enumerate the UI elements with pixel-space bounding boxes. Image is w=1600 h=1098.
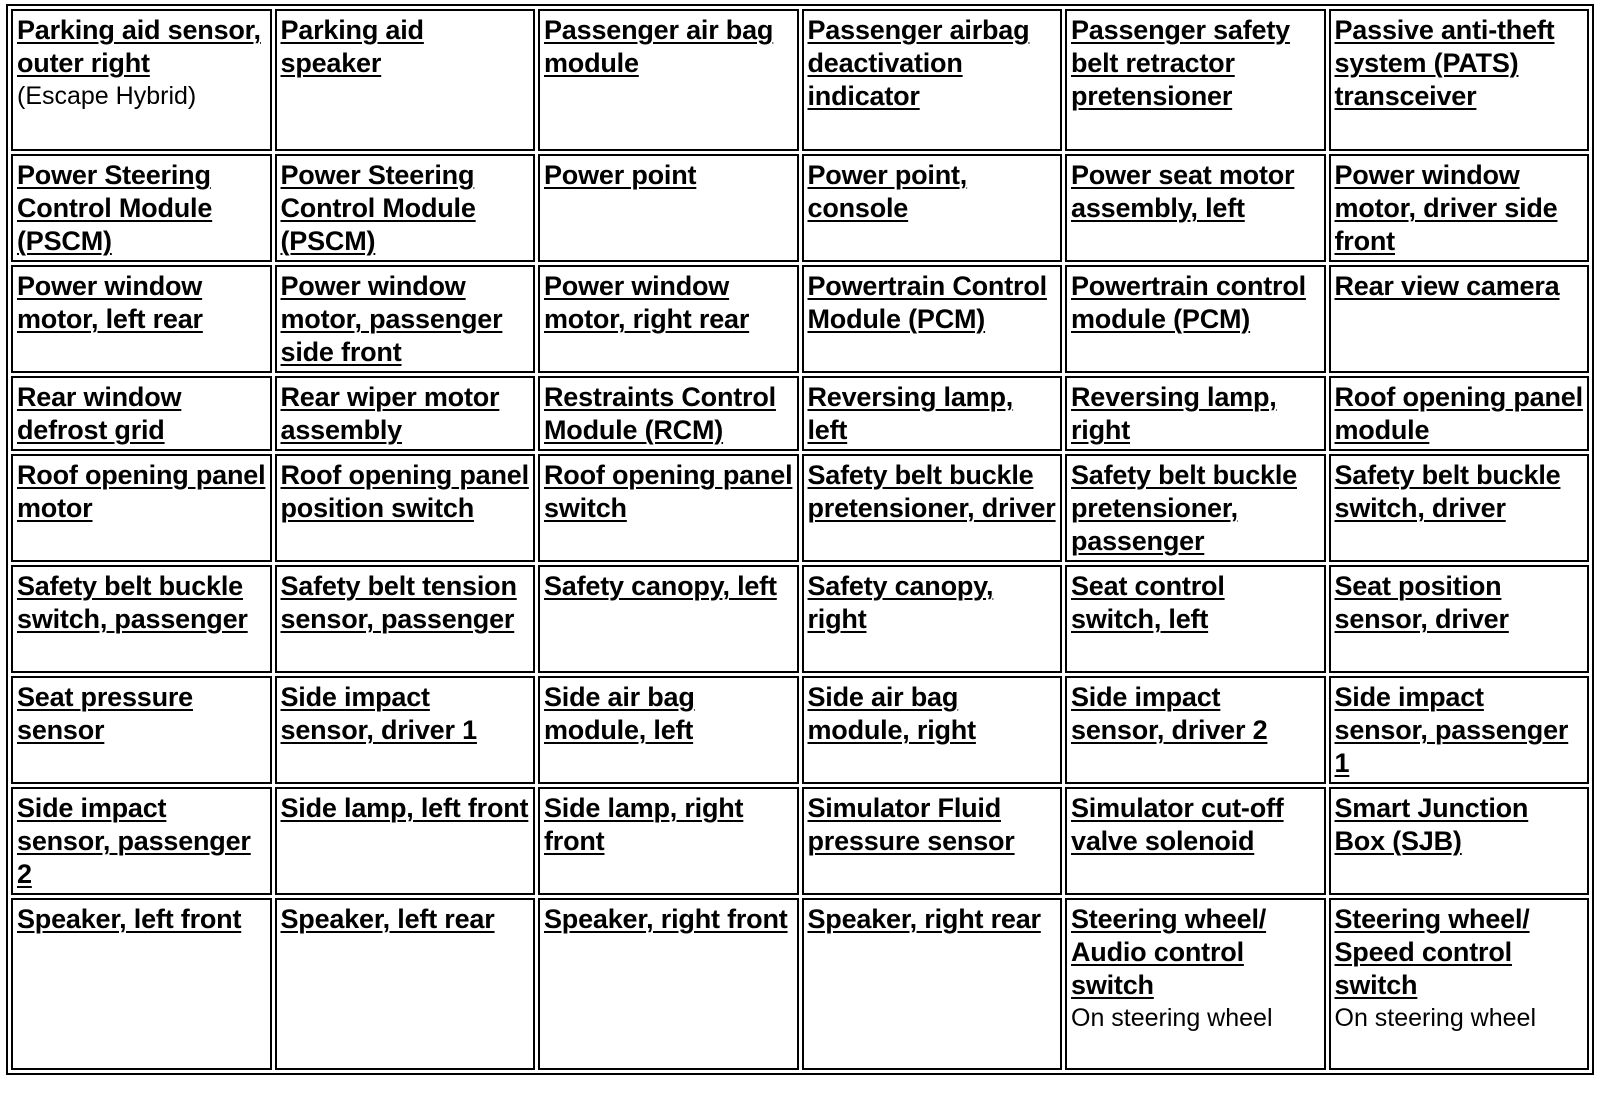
- component-link[interactable]: Parking aid speaker: [280, 15, 424, 78]
- component-link[interactable]: Side air bag module, right: [807, 682, 976, 745]
- table-cell: [802, 9, 1063, 151]
- table-cell: [11, 376, 272, 451]
- table-cell: [1065, 898, 1326, 1070]
- table-cell: [275, 154, 536, 262]
- component-link[interactable]: Speaker, right rear: [807, 904, 1041, 934]
- component-link[interactable]: Power seat motor assembly, left: [1071, 160, 1295, 223]
- component-link[interactable]: Side impact sensor, passenger 2: [17, 793, 251, 889]
- table-cell: [1065, 9, 1326, 151]
- component-location-note: On steering wheel: [1334, 1004, 1537, 1032]
- table-cell: [802, 898, 1063, 1070]
- component-link[interactable]: Rear window defrost grid: [17, 382, 182, 445]
- component-link[interactable]: Side lamp, right front: [544, 793, 744, 856]
- component-link[interactable]: Rear wiper motor assembly: [280, 382, 500, 445]
- component-link[interactable]: Safety belt buckle pretensioner, driver: [807, 460, 1056, 523]
- table-cell: [11, 9, 272, 151]
- table-cell: [538, 454, 799, 562]
- component-location-note: On steering wheel: [1071, 1004, 1273, 1032]
- table-row: [11, 898, 1589, 1070]
- table-cell: [11, 898, 272, 1070]
- table-cell: [538, 787, 799, 895]
- table-body: [11, 9, 1589, 1070]
- component-link[interactable]: Seat position sensor, driver: [1334, 571, 1509, 634]
- table-cell: [1065, 565, 1326, 673]
- component-link[interactable]: Seat pressure sensor: [17, 682, 193, 745]
- table-row: [11, 565, 1589, 673]
- table-cell: [1065, 265, 1326, 373]
- component-link[interactable]: Reversing lamp, right: [1071, 382, 1277, 445]
- component-link[interactable]: Power Steering Control Module (PSCM): [17, 160, 213, 256]
- table-cell: [275, 376, 536, 451]
- table-cell: [11, 676, 272, 784]
- component-link[interactable]: Safety belt buckle pretensioner, passenger: [1071, 460, 1297, 556]
- table-cell: [275, 676, 536, 784]
- table-cell: [1065, 676, 1326, 784]
- component-link[interactable]: Rear view camera: [1334, 271, 1560, 301]
- table-cell: [802, 454, 1063, 562]
- component-link[interactable]: Safety belt buckle switch, passenger: [17, 571, 248, 634]
- table-row: [11, 787, 1589, 895]
- table-cell: [11, 454, 272, 562]
- table-cell: [1329, 9, 1590, 151]
- component-link[interactable]: Roof opening panel motor: [17, 460, 266, 523]
- component-link[interactable]: Parking aid sensor, outer right: [17, 15, 261, 78]
- component-link[interactable]: Power window motor, driver side front: [1334, 160, 1558, 256]
- component-link[interactable]: Speaker, right front: [544, 904, 788, 934]
- table-cell: [538, 154, 799, 262]
- table-cell: [1329, 154, 1590, 262]
- component-link[interactable]: Power window motor, right rear: [544, 271, 750, 334]
- table-cell: [1329, 676, 1590, 784]
- table-cell: [11, 565, 272, 673]
- table-cell: [538, 376, 799, 451]
- component-link[interactable]: Power point: [544, 160, 697, 190]
- table-cell: [538, 676, 799, 784]
- component-link[interactable]: Restraints Control Module (RCM): [544, 382, 776, 445]
- component-link[interactable]: Side impact sensor, driver 2: [1071, 682, 1268, 745]
- component-link[interactable]: Simulator Fluid pressure sensor: [807, 793, 1015, 856]
- table-cell: [538, 898, 799, 1070]
- table-cell: [1329, 787, 1590, 895]
- table-cell: [275, 454, 536, 562]
- table-cell: [1329, 376, 1590, 451]
- component-link[interactable]: Simulator cut-off valve solenoid: [1071, 793, 1284, 856]
- component-link[interactable]: Seat control switch, left: [1071, 571, 1225, 634]
- component-link[interactable]: Power window motor, left rear: [17, 271, 203, 334]
- component-link[interactable]: Power window motor, passenger side front: [280, 271, 503, 367]
- table-cell: [275, 787, 536, 895]
- component-link[interactable]: Safety canopy, right: [807, 571, 994, 634]
- component-link[interactable]: Steering wheel/ Audio control switch: [1071, 904, 1267, 1000]
- component-link[interactable]: Power point, console: [807, 160, 968, 223]
- component-link[interactable]: Side air bag module, left: [544, 682, 695, 745]
- component-link[interactable]: Power Steering Control Module (PSCM): [280, 160, 476, 256]
- component-link[interactable]: Roof opening panel position switch: [280, 460, 529, 523]
- table-cell: [11, 787, 272, 895]
- table-cell: [1065, 154, 1326, 262]
- component-link[interactable]: Roof opening panel module: [1334, 382, 1583, 445]
- component-link[interactable]: Powertrain Control Module (PCM): [807, 271, 1047, 334]
- component-link[interactable]: Smart Junction Box (SJB): [1334, 793, 1529, 856]
- table-cell: [538, 9, 799, 151]
- component-location-note: (Escape Hybrid): [17, 82, 197, 110]
- table-cell: [275, 265, 536, 373]
- table-cell: [1329, 454, 1590, 562]
- table-cell: [1329, 565, 1590, 673]
- component-link[interactable]: Safety belt buckle switch, driver: [1334, 460, 1561, 523]
- component-link[interactable]: Speaker, left rear: [280, 904, 495, 934]
- component-link[interactable]: Safety belt tension sensor, passenger: [280, 571, 517, 634]
- table-row: [11, 454, 1589, 562]
- table-cell: [1065, 787, 1326, 895]
- table-row: [11, 376, 1589, 451]
- table-row: [11, 154, 1589, 262]
- component-link[interactable]: Roof opening panel switch: [544, 460, 793, 523]
- table-cell: [1065, 454, 1326, 562]
- component-link[interactable]: Powertrain control module (PCM): [1071, 271, 1306, 334]
- table-cell: [11, 265, 272, 373]
- component-index-table: [6, 4, 1594, 1075]
- table-cell: [802, 565, 1063, 673]
- component-link[interactable]: Side impact sensor, driver 1: [280, 682, 477, 745]
- table-row: [11, 9, 1589, 151]
- component-link[interactable]: Safety canopy, left: [544, 571, 777, 601]
- component-link[interactable]: Side lamp, left front: [280, 793, 529, 823]
- table-cell: [1065, 376, 1326, 451]
- table-cell: [802, 676, 1063, 784]
- table-row: [11, 265, 1589, 373]
- table-cell: [802, 787, 1063, 895]
- table-cell: [802, 376, 1063, 451]
- table-row: [11, 676, 1589, 784]
- component-link[interactable]: Steering wheel/ Speed control switch: [1334, 904, 1530, 1000]
- table-cell: [1329, 265, 1590, 373]
- component-link[interactable]: Passenger air bag module: [544, 15, 774, 78]
- table-cell: [275, 898, 536, 1070]
- component-link[interactable]: Reversing lamp, left: [807, 382, 1014, 445]
- component-link[interactable]: Passenger safety belt retractor pretensioner: [1071, 15, 1290, 111]
- table-cell: [538, 565, 799, 673]
- component-link[interactable]: Speaker, left front: [17, 904, 242, 934]
- component-link[interactable]: Side impact sensor, passenger 1: [1334, 682, 1569, 778]
- table-cell: [1329, 898, 1590, 1070]
- table-cell: [802, 265, 1063, 373]
- table-cell: [538, 265, 799, 373]
- component-link[interactable]: Passive anti-theft system (PATS) transceiver: [1334, 15, 1555, 111]
- table-cell: [275, 9, 536, 151]
- table-cell: [802, 154, 1063, 262]
- table-cell: [275, 565, 536, 673]
- component-link[interactable]: Passenger airbag deactivation indicator: [807, 15, 1030, 111]
- table-cell: [11, 154, 272, 262]
